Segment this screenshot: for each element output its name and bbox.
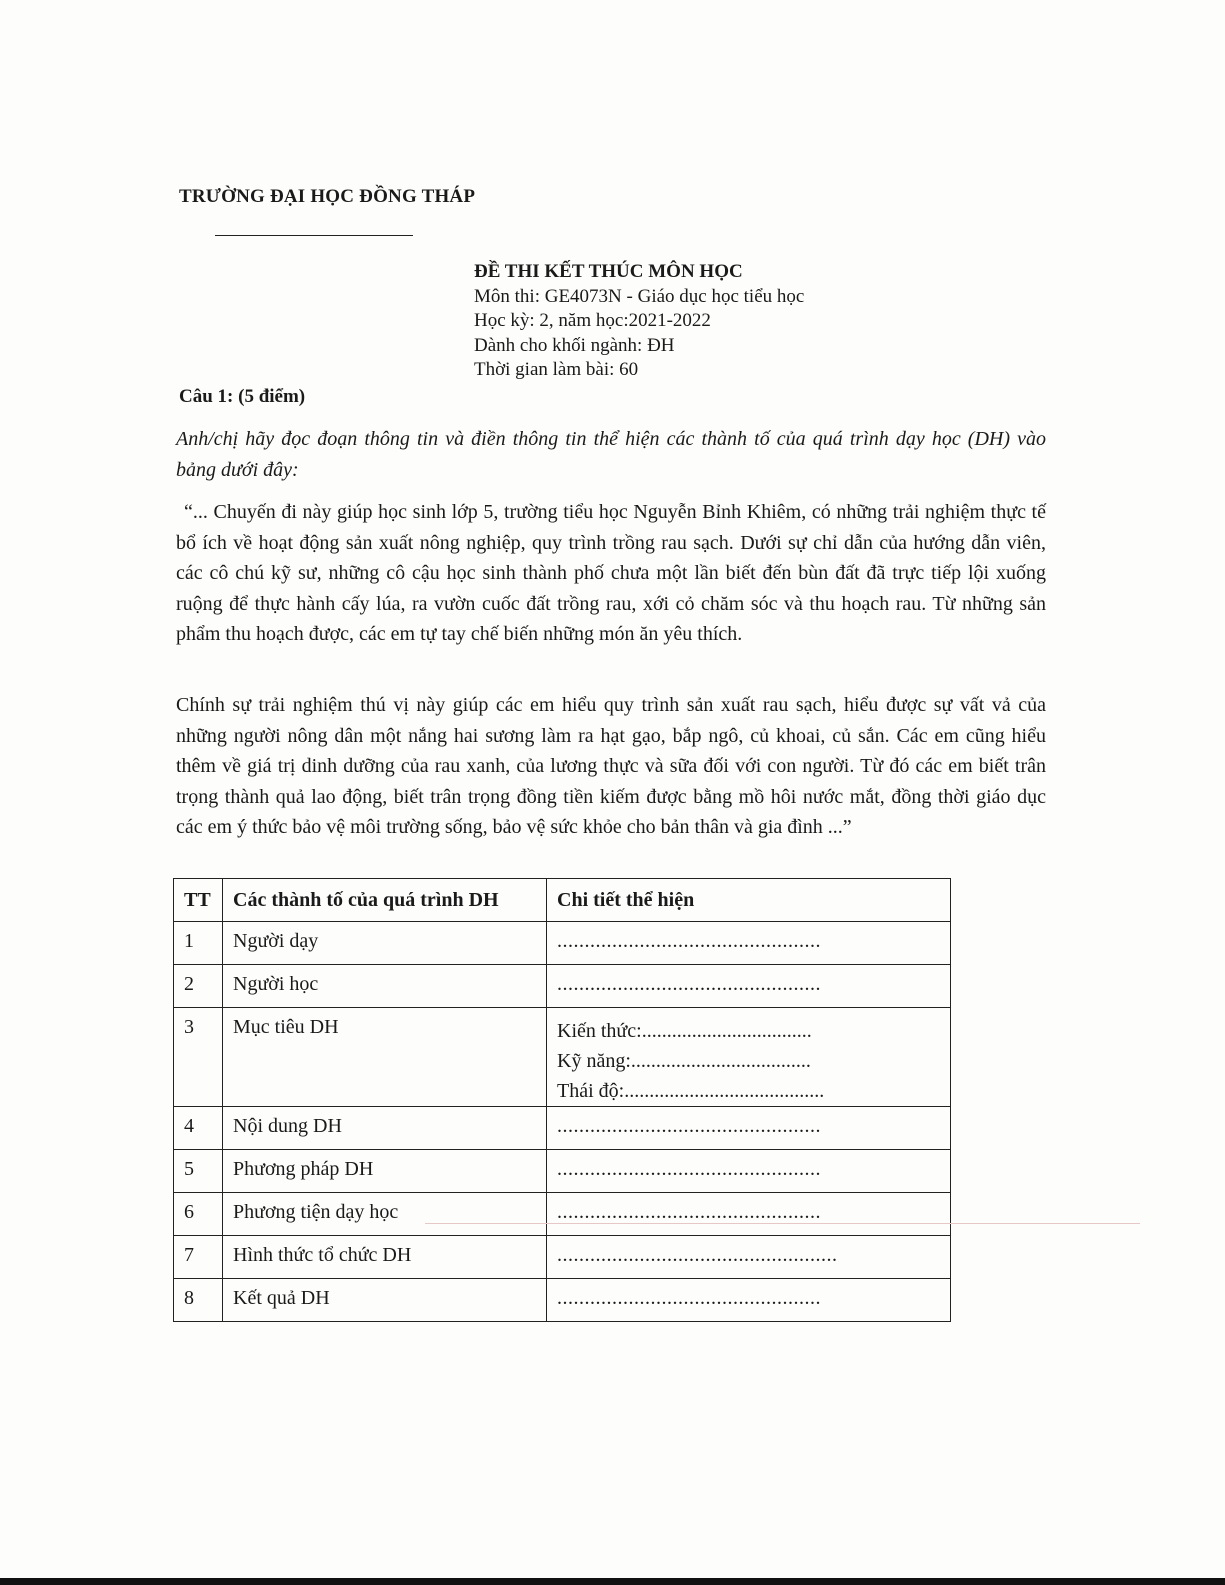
table-row (174, 1008, 951, 1107)
passage-paragraph-2: Chính sự trải nghiệm thú vị này giúp các em hiểu quy trình sản xuất rau sạch, hiểu được sự vất vả của những người nông dân một nắng hai sương làm ra hạt gạo, bắp ngô, củ khoai, củ sắn. Các em cũng hiểu thêm về giá trị dinh dưỡng của rau xanh, của lương thực và sữa đối với con người. Từ đó các em biết trân trọng thành quả lao động, biết trân trọng đồng tiền kiếm được bằng mồ hôi nước mắt, đồng thời giáo dục các em ý thức bảo vệ môi trường sống, bảo vệ sức khỏe cho bản thân và gia đình ...” (176, 694, 1046, 838)
row-component: Kết quả DH (223, 1279, 547, 1322)
table-row (174, 1279, 951, 1322)
row-number: 8 (174, 1279, 223, 1322)
row-number: 7 (174, 1236, 223, 1279)
goal-knowledge-blank[interactable]: Kiến thức:.................................. (557, 1020, 812, 1042)
row-detail-blank[interactable]: ................................................... (547, 1236, 951, 1279)
row-component: Nội dung DH (223, 1107, 547, 1150)
question-title: Câu 1: (5 điểm) (179, 386, 306, 407)
row-number: 6 (174, 1193, 223, 1236)
table-row (174, 1107, 951, 1150)
row-detail-blank[interactable]: ................................................ (547, 1150, 951, 1193)
exam-duration: Thời gian làm bài: 60 (474, 359, 639, 380)
row-number: 4 (174, 1107, 223, 1150)
question-instruction: Anh/chị hãy đọc đoạn thông tin và điền thông tin thể hiện các thành tố của quá trình dạy học (DH) vào bảng dưới đây: (176, 428, 1046, 481)
header-detail: Chi tiết thể hiện (547, 879, 951, 922)
goal-skill-blank[interactable]: Kỹ năng:.................................... (557, 1050, 811, 1072)
exam-subject: Môn thi: GE4073N - Giáo dục học tiểu học (474, 285, 805, 307)
table-header-row (174, 879, 951, 922)
row-number: 5 (174, 1150, 223, 1193)
header-tt: TT (174, 879, 223, 922)
goal-attitude-blank[interactable]: Thái độ:........................................ (557, 1080, 825, 1102)
scan-artifact-line (425, 1223, 1140, 1224)
table-row (174, 1236, 951, 1279)
row-detail-blank[interactable]: ................................................ (547, 1107, 951, 1150)
table-row (174, 1193, 951, 1236)
row-number: 2 (174, 965, 223, 1008)
school-name: TRƯỜNG ĐẠI HỌC ĐỒNG THÁP (179, 186, 476, 207)
row-component: Phương tiện dạy học (223, 1193, 547, 1236)
table-row (174, 922, 951, 965)
row-component: Người dạy (223, 922, 547, 965)
passage-paragraph-1: “... Chuyến đi này giúp học sinh lớp 5, trường tiểu học Nguyễn Bỉnh Khiêm, có những trải nghiệm thực tế bổ ích về hoạt động sản xuất nông nghiệp, quy trình trồng rau sạch. Dưới sự chỉ dẫn của hướng dẫn viên, các cô chú kỹ sư, những cô cậu học sinh thành phố chưa một lần biết đến bùn đất đã trực tiếp lội xuống ruộng để thực hành cấy lúa, ra vườn cuốc đất trồng rau, xới cỏ chăm sóc và thu hoạch rau. Từ những sản phẩm thu hoạch được, các em tự tay chế biến những món ăn yêu thích. (176, 501, 1046, 645)
exam-header (474, 260, 804, 383)
row-number: 3 (174, 1008, 223, 1107)
scan-bottom-edge (0, 1578, 1225, 1585)
table-row (174, 1150, 951, 1193)
row-component: Người học (223, 965, 547, 1008)
row-detail-blank[interactable]: ................................................ (547, 1193, 951, 1236)
exam-title: ĐỀ THI KẾT THÚC MÔN HỌC (474, 261, 743, 282)
row-number: 1 (174, 922, 223, 965)
exam-term: Học kỳ: 2, năm học:2021-2022 (474, 310, 711, 331)
row-component: Hình thức tổ chức DH (223, 1236, 547, 1279)
header-component: Các thành tố của quá trình DH (223, 879, 547, 922)
row-detail-blank[interactable]: ................................................ (547, 922, 951, 965)
row-detail-goals (547, 1008, 951, 1107)
school-underline (215, 235, 413, 236)
row-detail-blank[interactable]: ................................................ (547, 1279, 951, 1322)
components-table (173, 878, 951, 1322)
exam-audience: Dành cho khối ngành: ĐH (474, 334, 675, 356)
table-row (174, 965, 951, 1008)
row-detail-blank[interactable]: ................................................ (547, 965, 951, 1008)
row-component: Mục tiêu DH (223, 1008, 547, 1107)
row-component: Phương pháp DH (223, 1150, 547, 1193)
